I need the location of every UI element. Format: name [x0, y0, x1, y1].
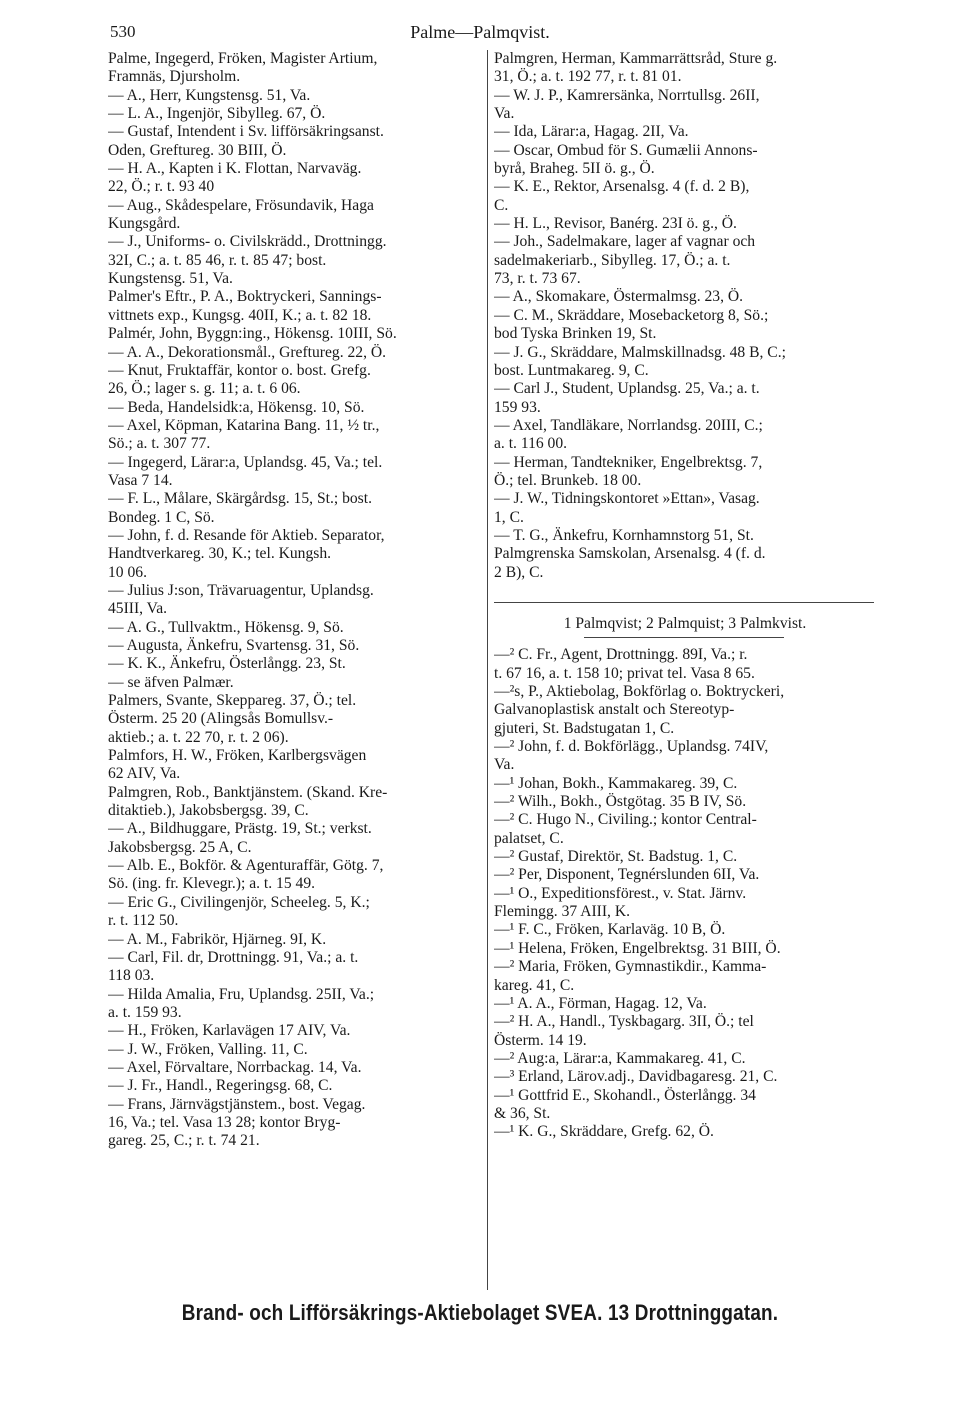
directory-line: Va. [494, 756, 515, 774]
directory-line: Sö.; a. t. 307 77. [108, 435, 211, 453]
section-rule [494, 602, 874, 603]
directory-line: C. [494, 196, 509, 214]
footer-advertisement: Brand- och Lifförsäkrings-Aktiebolaget SVEA. 13 Drottninggatan. [181, 1300, 779, 1325]
directory-line: Palmgren, Rob., Banktjänstem. (Skand. Kre- [108, 783, 388, 801]
directory-line: Oden, Greftureg. 30 BIII, Ö. [108, 141, 287, 159]
directory-line: Palmér, John, Byggn:ing., Hökensg. 10III, Sö. [108, 325, 397, 343]
directory-line: — Frans, Järnvägstjänstem., bost. Vegag. [108, 1095, 366, 1113]
directory-line: — Herman, Tandtekniker, Engelbrektsg. 7, [494, 453, 763, 471]
directory-line: 31, Ö.; a. t. 192 77, r. t. 81 01. [494, 68, 682, 86]
directory-line: —¹ A. A., Förman, Hagag. 12, Va. [494, 994, 707, 1012]
directory-line: — J. Fr., Handl., Regeringsg. 68, C. [108, 1077, 333, 1095]
directory-line: 10 06. [108, 563, 147, 581]
directory-line: — F. L., Målare, Skärgårdsg. 15, St.; bost. [108, 490, 372, 508]
directory-line: — W. J. P., Kamrersänka, Norrtullsg. 26II, [494, 86, 760, 104]
directory-line: Palmers, Svante, Skeppareg. 37, Ö.; tel. [108, 692, 357, 710]
directory-line: — Knut, Fruktaffär, kontor o. bost. Grefg. [108, 361, 371, 379]
directory-line: —² Gustaf, Direktör, St. Badstug. 1, C. [494, 848, 738, 866]
directory-line: — Axel, Köpman, Katarina Bang. 11, ½ tr., [108, 416, 380, 434]
directory-line: — Ingegerd, Lärar:a, Uplandsg. 45, Va.; tel. [108, 453, 383, 471]
directory-line: — Ida, Lärar:a, Hagag. 2II, Va. [494, 123, 689, 141]
directory-line: — A. M., Fabrikör, Hjärneg. 9I, K. [108, 930, 327, 948]
directory-line: a. t. 116 00. [494, 435, 568, 453]
directory-line: 159 93. [494, 398, 541, 416]
directory-line: Österm. 25 20 (Alingsås Bomullsv.- [108, 710, 334, 728]
directory-line: — J. W., Tidningskontoret »Ettan», Vasag. [494, 490, 760, 508]
directory-line: — H. A., Kapten i K. Flottan, Narvaväg. [108, 160, 362, 178]
directory-line: byrå, Braheg. 5II ö. g., Ö. [494, 160, 655, 178]
directory-line: 45III, Va. [108, 600, 168, 618]
page-number: 530 [110, 22, 136, 41]
directory-line: — A., Bildhuggare, Prästg. 19, St.; verkst. [108, 820, 372, 838]
column-divider [487, 50, 488, 1290]
directory-line: — Alb. E., Bokför. & Agenturaffär, Götg. 7, [108, 857, 384, 875]
left-column [108, 50, 488, 1151]
directory-line: — Hilda Amalia, Fru, Uplandsg. 25II, Va.; [108, 985, 375, 1003]
directory-line: 16, Va.; tel. Vasa 13 28; kontor Bryg- [108, 1113, 341, 1131]
directory-line: — A., Herr, Kungstensg. 51, Va. [108, 86, 311, 104]
running-title: Palme—Palmqvist. [410, 22, 550, 42]
directory-line: — se äfven Palmær. [108, 673, 234, 691]
directory-line: gareg. 25, C.; r. t. 74 21. [108, 1132, 260, 1150]
directory-line: Vasa 7 14. [108, 471, 173, 489]
directory-line: Kungstensg. 51, Va. [108, 270, 233, 288]
directory-line: — K. K., Änkefru, Österlångg. 23, St. [108, 655, 346, 673]
directory-line: Flemingg. 37 AIII, K. [494, 903, 631, 921]
directory-line: —² Wilh., Bokh., Östgötag. 35 B IV, Sö. [494, 793, 747, 811]
directory-line: Palme, Ingegerd, Fröken, Magister Artium, [108, 50, 378, 67]
directory-line: sadelmakeriarb., Sibylleg. 17, Ö.; a. t. [494, 251, 731, 269]
directory-line: palatset, C. [494, 829, 564, 847]
directory-line: Palmfors, H. W., Fröken, Karlbergsvägen [108, 747, 367, 765]
directory-line: 1, C. [494, 508, 524, 526]
directory-line: — Augusta, Änkefru, Svartensg. 31, Sö. [108, 637, 360, 654]
directory-line: —¹ K. G., Skräddare, Grefg. 62, Ö. [494, 1123, 714, 1141]
directory-line: —² Per, Disponent, Tegnérslunden 6II, Va. [494, 866, 760, 884]
directory-line: r. t. 112 50. [108, 912, 179, 930]
directory-line: Framnäs, Djursholm. [108, 68, 241, 86]
directory-line: —² Maria, Fröken, Gymnastikdir., Kamma- [494, 958, 767, 976]
directory-line: — K. E., Rektor, Arsenalsg. 4 (f. d. 2 B), [494, 178, 750, 196]
directory-line: 26, Ö.; lager s. g. 11; a. t. 6 06. [108, 380, 301, 398]
section-rule [584, 637, 784, 638]
directory-line: Palmgrenska Samskolan, Arsenalsg. 4 (f. d. [494, 545, 766, 563]
directory-line: —² Aug:a, Lärar:a, Kammakareg. 41, C. [494, 1049, 746, 1067]
directory-line: — Carl, Fil. dr, Drottningg. 91, Va.; a. t. [108, 948, 359, 966]
directory-line: 62 AIV, Va. [108, 765, 181, 783]
directory-line: Jakobsbergsg. 25 A, C. [108, 838, 252, 856]
directory-line: — Carl J., Student, Uplandsg. 25, Va.; a. t. [494, 380, 760, 398]
directory-line: 73, r. t. 73 67. [494, 270, 581, 288]
directory-line: bost. Luntmakareg. 9, C. [494, 361, 649, 379]
directory-line: Sö. (ing. fr. Klevegr.); a. t. 15 49. [108, 875, 316, 893]
directory-line: 2 B), C. [494, 563, 544, 581]
directory-line: —² C. Fr., Agent, Drottningg. 89I, Va.; r. [494, 646, 748, 664]
directory-line: — L. A., Ingenjör, Sibylleg. 67, Ö. [108, 105, 326, 123]
directory-line: Bondeg. 1 C, Sö. [108, 508, 215, 526]
directory-line: —²s, P., Aktiebolag, Bokförlag o. Boktryckeri, [494, 683, 785, 700]
directory-line: a. t. 159 93. [108, 1003, 182, 1021]
directory-line: Handtverkareg. 30, K.; tel. Kungsh. [108, 545, 332, 563]
directory-line: & 36, St. [494, 1104, 551, 1122]
directory-line: Galvanoplastisk anstalt och Stereotyp- [494, 701, 735, 719]
directory-line: — Julius J:son, Trävaruagentur, Uplandsg. [108, 581, 374, 599]
directory-line: ditaktieb.), Jakobsbergsg. 39, C. [108, 802, 309, 820]
directory-line: — A. A., Dekorationsmål., Greftureg. 22, Ö. [108, 343, 387, 361]
right-column [494, 50, 876, 1142]
directory-line: 22, Ö.; r. t. 93 40 [108, 178, 215, 196]
directory-line: Palmer's Eftr., P. A., Boktryckeri, Sannings- [108, 288, 382, 306]
directory-line: 32I, C.; a. t. 85 46, r. t. 85 47; bost. [108, 251, 327, 269]
directory-line: Kungsgård. [108, 215, 181, 233]
directory-line: — C. M., Skräddare, Mosebacketorg 8, Sö.; [494, 306, 769, 324]
directory-line: bod Tyska Brinken 19, St. [494, 325, 657, 343]
directory-line: — A. G., Tullvaktm., Hökensg. 9, Sö. [108, 618, 344, 636]
directory-line: — H., Fröken, Karlavägen 17 AIV, Va. [108, 1022, 351, 1040]
directory-line: —³ Erland, Lärov.adj., Davidbagaresg. 21, C. [494, 1068, 778, 1086]
section-heading: 1 Palmqvist; 2 Palmquist; 3 Palmkvist. [563, 614, 807, 632]
directory-line: — J., Uniforms- o. Civilskrädd., Drottningg. [108, 233, 387, 251]
directory-line: — T. G., Änkefru, Kornhamnstorg 51, St. [494, 526, 754, 544]
directory-line: gjuteri, St. Badstugatan 1, C. [494, 719, 675, 737]
directory-line: —¹ Helena, Fröken, Engelbrektsg. 31 BIII, Ö. [494, 939, 781, 957]
directory-line: — J. W., Fröken, Valling. 11, C. [108, 1040, 308, 1058]
directory-line: — J. G., Skräddare, Malmskillnadsg. 48 B, C.; [494, 343, 786, 361]
directory-line: aktieb.; a. t. 22 70, r. t. 2 06). [108, 728, 289, 746]
directory-line: — H. L., Revisor, Banérg. 23I ö. g., Ö. [494, 215, 737, 233]
directory-line: — Gustaf, Intendent i Sv. lifförsäkringsanst. [108, 123, 384, 141]
directory-line: — Oscar, Ombud för S. Gumælii Annons- [494, 141, 758, 159]
directory-line: vittnets exp., Kungsg. 40II, K.; a. t. 82 18. [108, 306, 372, 324]
directory-line: — Eric G., Civilingenjör, Scheeleg. 5, K.; [108, 893, 370, 911]
directory-line: Va. [494, 105, 515, 123]
directory-line: —¹ O., Expeditionsförest., v. Stat. Järnv. [494, 884, 747, 902]
directory-line: —¹ Gottfrid E., Skohandl., Österlångg. 34 [494, 1086, 756, 1104]
directory-line: —² H. A., Handl., Tyskbagarg. 3II, Ö.; tel [494, 1013, 754, 1031]
directory-line: — John, f. d. Resande för Aktieb. Separator, [108, 526, 385, 544]
directory-line: t. 67 16, a. t. 158 10; privat tel. Vasa 8 65. [494, 664, 755, 682]
directory-line: — Aug., Skådespelare, Frösundavik, Haga [108, 196, 374, 214]
directory-line: — Axel, Förvaltare, Norrbackag. 14, Va. [108, 1058, 362, 1076]
directory-line: Ö.; tel. Brunkeb. 18 00. [494, 471, 642, 489]
directory-line: —¹ F. C., Fröken, Karlaväg. 10 B, Ö. [494, 921, 726, 939]
directory-line: —² C. Hugo N., Civiling.; kontor Central- [494, 811, 757, 829]
directory-line: kareg. 41, C. [494, 976, 575, 994]
directory-line: Österm. 14 19. [494, 1031, 587, 1049]
directory-line: —¹ Johan, Bokh., Kammakareg. 39, C. [494, 774, 738, 792]
directory-line: —² John, f. d. Bokförlägg., Uplandsg. 74IV, [494, 738, 769, 756]
directory-line: — Joh., Sadelmakare, lager af vagnar och [494, 233, 756, 251]
directory-line: 118 03. [108, 967, 155, 985]
directory-line: — Beda, Handelsidk:a, Hökensg. 10, Sö. [108, 398, 365, 416]
directory-line: — A., Skomakare, Östermalmsg. 23, Ö. [494, 288, 744, 306]
directory-line: Palmgren, Herman, Kammarrättsråd, Sture g. [494, 50, 778, 67]
directory-line: — Axel, Tandläkare, Norrlandsg. 20III, C.; [494, 416, 763, 434]
